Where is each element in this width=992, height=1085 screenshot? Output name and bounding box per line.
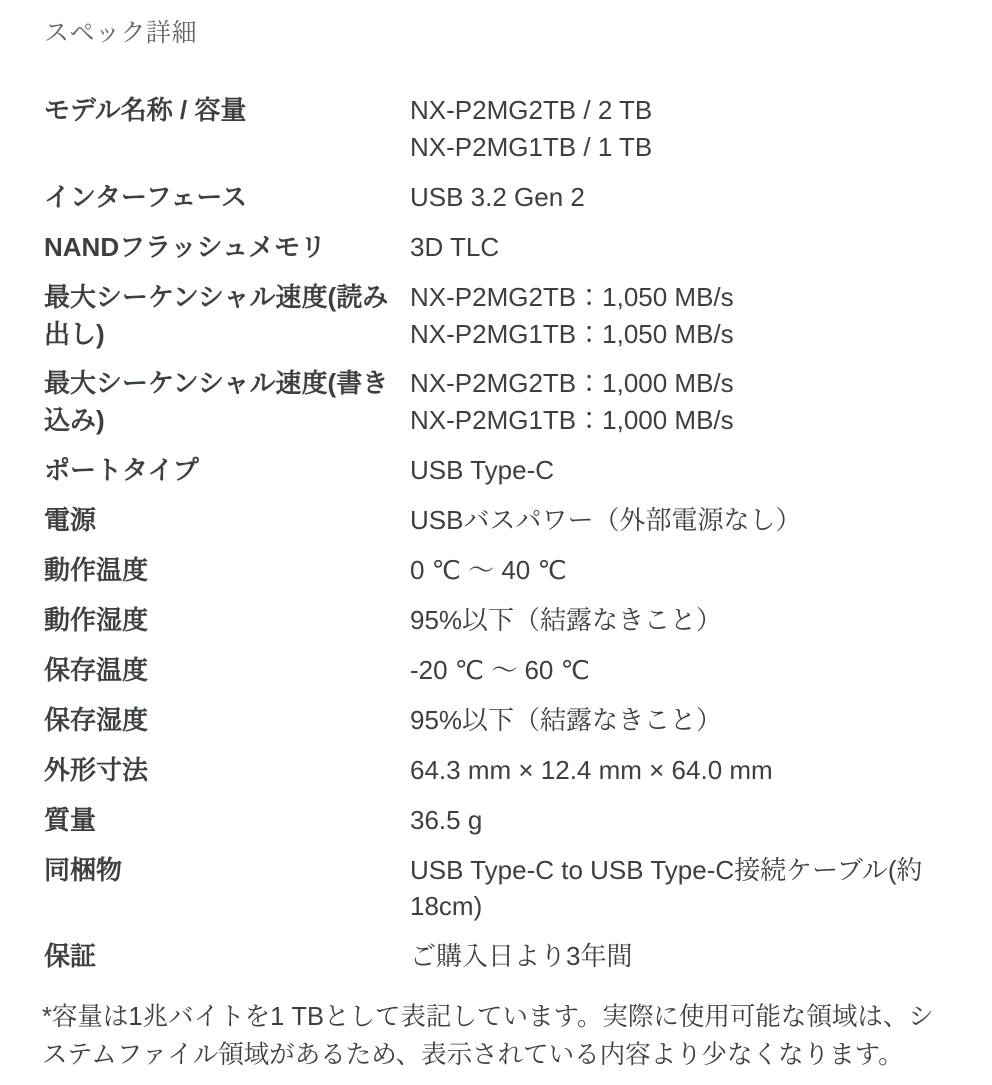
table-row [40,179,958,229]
spec-label: 最大シーケンシャル速度(読み出し) [44,281,389,349]
spec-value [410,552,958,602]
spec-label: インターフェース [44,181,248,212]
table-row [40,552,958,602]
spec-value-line: NX-P2MG2TB：1,000 MB/s [410,368,734,399]
spec-value [410,365,958,452]
table-row [40,502,958,552]
spec-table [40,92,958,988]
spec-value-line: 36.5 g [410,804,483,835]
spec-value-line: USB Type-C to USB Type-C接続ケーブル(約18cm) [410,854,923,922]
spec-label: ポートタイプ [44,455,199,486]
table-row [40,702,958,752]
spec-value-line: 64.3 mm × 12.4 mm × 64.0 mm [410,754,773,785]
spec-value-line: ご購入日より3年間 [410,941,633,972]
spec-value-line: NX-P2MG2TB：1,050 MB/s [410,281,734,312]
spec-value [410,652,958,702]
spec-value [410,229,958,279]
spec-value [410,752,958,802]
spec-label: 同梱物 [44,854,123,885]
table-row [40,602,958,652]
spec-label: モデル名称 / 容量 [44,95,247,125]
spec-value [410,602,958,652]
spec-value [410,92,958,179]
spec-value-line: USB Type-C [410,455,555,486]
table-row [40,852,958,939]
spec-label: 保存温度 [44,654,149,685]
table-row [40,802,958,852]
spec-label: 外形寸法 [44,754,149,785]
spec-value-line: 0 ℃ 〜 40 ℃ [410,555,567,586]
spec-value-line: -20 ℃ 〜 60 ℃ [410,654,590,685]
spec-label: NANDフラッシュメモリ [44,231,327,262]
spec-label: 動作湿度 [44,604,149,635]
spec-label: 質量 [44,804,97,835]
spec-value-line: USBバスパワー（外部電源なし） [410,505,802,536]
spec-value [410,179,958,229]
spec-value [410,702,958,752]
spec-value-line: 3D TLC [410,231,500,262]
spec-value-line: NX-P2MG1TB / 1 TB [410,131,653,162]
spec-value [410,852,958,939]
table-row [40,938,958,988]
spec-value [410,938,958,988]
page-title: スペック詳細 [44,19,198,47]
table-row [40,279,958,366]
spec-value [410,502,958,552]
spec-value [410,279,958,366]
table-row [40,365,958,452]
spec-label: 保存湿度 [44,704,149,735]
spec-label: 保証 [44,941,97,972]
spec-value-line: NX-P2MG1TB：1,000 MB/s [410,405,734,436]
table-row [40,92,958,179]
spec-label: 動作温度 [44,555,149,586]
spec-value-line: NX-P2MG1TB：1,050 MB/s [410,318,734,349]
spec-value-line: USB 3.2 Gen 2 [410,181,585,212]
table-row [40,652,958,702]
spec-value [410,452,958,502]
spec-value-line: NX-P2MG2TB / 2 TB [410,95,653,125]
table-row [40,452,958,502]
spec-value-line: 95%以下（結露なきこと） [410,704,723,735]
capacity-footnote: *容量は1兆バイトを1 TBとして表記しています。実際に使用可能な領域は、システムファイル領域があるため、表示されている内容より少なくなります。 [42,1003,934,1070]
spec-value-line: 95%以下（結露なきこと） [410,604,723,635]
spec-table-body [40,92,958,988]
spec-value [410,802,958,852]
table-row [40,229,958,279]
spec-label: 電源 [44,505,97,536]
spec-label: 最大シーケンシャル速度(書き込み) [44,368,389,436]
table-row [40,752,958,802]
